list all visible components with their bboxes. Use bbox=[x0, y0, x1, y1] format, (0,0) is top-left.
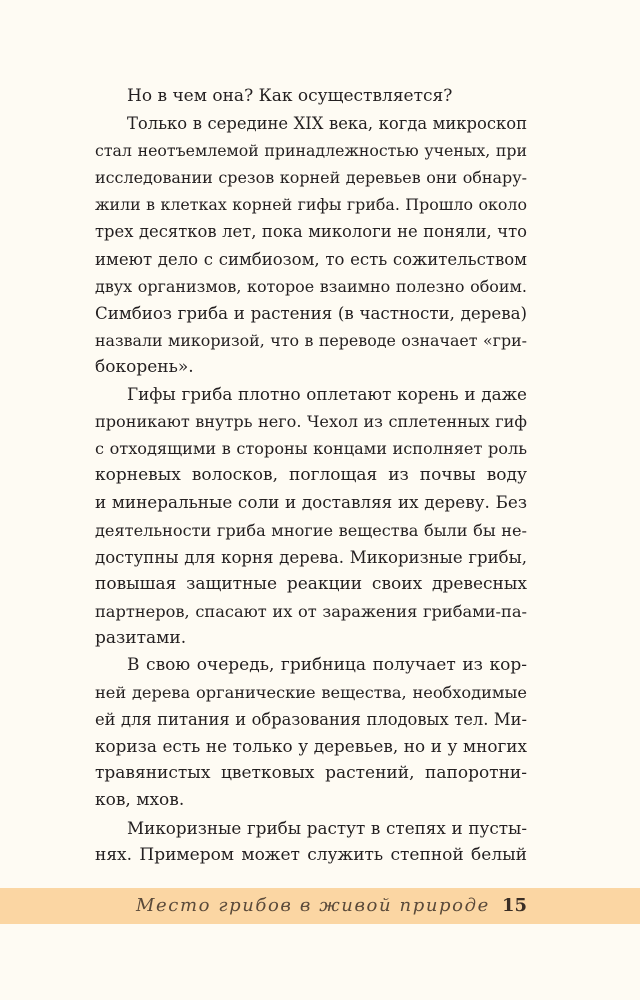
text-line: назвали микоризой, что в переводе означает «гри- bbox=[95, 330, 527, 350]
text-line: Микоризные грибы растут в степях и пусты- bbox=[127, 817, 527, 838]
text-line: Только в середине XIX века, когда микроскоп bbox=[127, 114, 527, 134]
text-line: разитами. bbox=[95, 627, 187, 648]
text-line: партнеров, спасают их от заражения грибами-па- bbox=[95, 601, 527, 621]
text-line: двух организмов, которое взаимно полезно обоим. bbox=[95, 276, 527, 296]
text-line: ков, мхов. bbox=[95, 790, 185, 811]
body-text bbox=[95, 83, 527, 869]
text-line: имеют дело с симбиозом, то есть сожительством bbox=[95, 249, 527, 269]
text-line: жили в клетках корней гифы гриба. Прошло около bbox=[95, 195, 527, 215]
text-line: бокорень». bbox=[95, 356, 194, 377]
text-line: ней дерева органические вещества, необходимые bbox=[95, 683, 527, 703]
text-line: Но в чем она? Как осуществляется? bbox=[127, 86, 453, 106]
text-line: ей для питания и образования плодовых тел. Ми- bbox=[95, 710, 527, 730]
text-line: доступны для корня дерева. Микоризные грибы, bbox=[95, 547, 527, 567]
text-line: В свою очередь, грибница получает из кор- bbox=[127, 654, 527, 675]
text-line: нях. Примером может служить степной белый bbox=[95, 844, 527, 865]
text-line: Симбиоз гриба и растения (в частности, дерева) bbox=[95, 303, 527, 323]
text-line: проникают внутрь него. Чехол из сплетенных гиф bbox=[95, 412, 527, 432]
text-line: травянистых цветковых растений, папоротни- bbox=[95, 763, 527, 784]
text-line: и минеральные соли и доставляя их дереву. Без bbox=[95, 492, 527, 513]
footer-bar bbox=[0, 888, 640, 924]
text-line: исследовании срезов корней деревьев они обнару- bbox=[95, 168, 527, 188]
text-line: стал неотъемлемой принадлежностью ученых, при bbox=[95, 141, 527, 161]
text-line: деятельности гриба многие вещества были бы не- bbox=[95, 520, 527, 540]
text-line: трех десятков лет, пока микологи не поняли, что bbox=[95, 222, 527, 242]
text-line: с отходящими в стороны концами исполняет роль bbox=[95, 439, 527, 459]
text-line: повышая защитные реакции своих древесных bbox=[95, 573, 527, 594]
page-number: 15 bbox=[502, 895, 528, 916]
text-line: Гифы гриба плотно оплетают корень и даже bbox=[127, 384, 527, 405]
text-line: корневых волосков, поглощая из почвы воду bbox=[95, 465, 527, 486]
running-title: Место грибов в живой природе bbox=[136, 895, 490, 916]
text-line: кориза есть не только у деревьев, но и у многих bbox=[95, 736, 527, 757]
